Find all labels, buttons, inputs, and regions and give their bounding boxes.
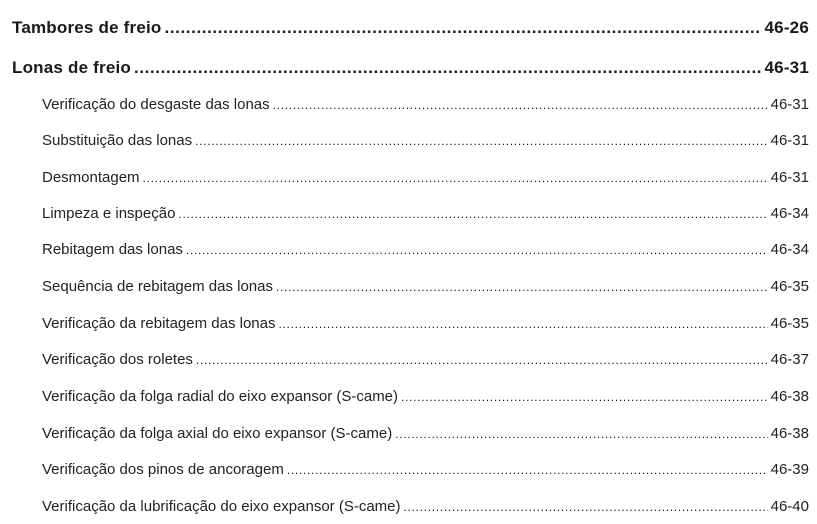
- dot-leader: [287, 463, 768, 477]
- dot-leader: [178, 207, 767, 221]
- toc-entry-title: Lonas de freio: [12, 58, 131, 77]
- dot-leader: [195, 134, 768, 148]
- dot-leader: [273, 98, 768, 112]
- toc-entry-title: Verificação dos roletes: [42, 351, 193, 368]
- toc-entry-page: 46-31: [770, 132, 809, 149]
- dot-leader: [278, 317, 767, 331]
- toc-entry-page: 46-40: [770, 498, 809, 515]
- toc-entry-title: Verificação dos pinos de ancoragem: [42, 461, 284, 478]
- toc-entry-page: 46-31: [770, 169, 809, 186]
- dot-leader: [165, 18, 762, 38]
- toc-entry-tambores-de-freio[interactable]: [12, 18, 809, 38]
- toc-entry-desmontagem[interactable]: [42, 169, 809, 186]
- toc-entry-verificacao-roletes[interactable]: [42, 351, 809, 368]
- dot-leader: [196, 353, 768, 367]
- dot-leader: [134, 58, 762, 78]
- dot-leader: [395, 427, 767, 441]
- toc-entry-page: 46-34: [770, 241, 809, 258]
- toc-entry-verificacao-rebitagem[interactable]: [42, 315, 809, 332]
- dot-leader: [401, 390, 768, 404]
- toc-entry-limpeza-inspecao[interactable]: [42, 205, 809, 222]
- toc-entry-sequencia-rebitagem[interactable]: [42, 278, 809, 295]
- toc-entry-title: Substituição das lonas: [42, 132, 193, 149]
- toc-entry-rebitagem-lonas[interactable]: [42, 241, 809, 258]
- toc-entry-title: Verificação da folga axial do eixo expansor (S-came): [42, 425, 393, 442]
- toc-entry-title: Rebitagem das lonas: [42, 241, 183, 258]
- toc-entry-title: Verificação da folga radial do eixo expansor (S-came): [42, 388, 399, 405]
- toc-entry-title: Verificação da rebitagem das lonas: [42, 315, 276, 332]
- toc-entry-title: Limpeza e inspeção: [42, 205, 176, 222]
- toc-entry-page: 46-26: [764, 18, 809, 37]
- dot-leader: [186, 243, 768, 257]
- toc-entry-title: Verificação do desgaste das lonas: [42, 96, 270, 113]
- toc-entry-pinos-ancoragem[interactable]: [42, 461, 809, 478]
- toc-entry-substituicao-lonas[interactable]: [42, 132, 809, 149]
- dot-leader: [276, 280, 768, 294]
- dot-leader: [143, 171, 768, 185]
- toc-entry-page: 46-37: [770, 351, 809, 368]
- toc-entry-page: 46-34: [770, 205, 809, 222]
- toc-entry-page: 46-38: [770, 388, 809, 405]
- toc-entry-title: Verificação da lubrificação do eixo expansor (S-came): [42, 498, 401, 515]
- toc-entry-title: Desmontagem: [42, 169, 140, 186]
- toc-entry-page: 46-35: [770, 315, 809, 332]
- dot-leader: [404, 500, 768, 514]
- toc-entry-page: 46-35: [770, 278, 809, 295]
- toc-entry-folga-axial[interactable]: [42, 425, 809, 442]
- toc-entry-verificacao-desgaste-lonas[interactable]: [42, 96, 809, 113]
- toc-entry-page: 46-39: [770, 461, 809, 478]
- toc-entry-lonas-de-freio[interactable]: [12, 58, 809, 78]
- toc-entry-page: 46-38: [770, 425, 809, 442]
- toc-entry-page: 46-31: [770, 96, 809, 113]
- toc-entry-title: Sequência de rebitagem das lonas: [42, 278, 273, 295]
- toc-entry-folga-radial[interactable]: [42, 388, 809, 405]
- toc-entry-title: Tambores de freio: [12, 18, 162, 37]
- toc-entry-lubrificacao-eixo[interactable]: [42, 498, 809, 515]
- toc-entry-page: 46-31: [764, 58, 809, 77]
